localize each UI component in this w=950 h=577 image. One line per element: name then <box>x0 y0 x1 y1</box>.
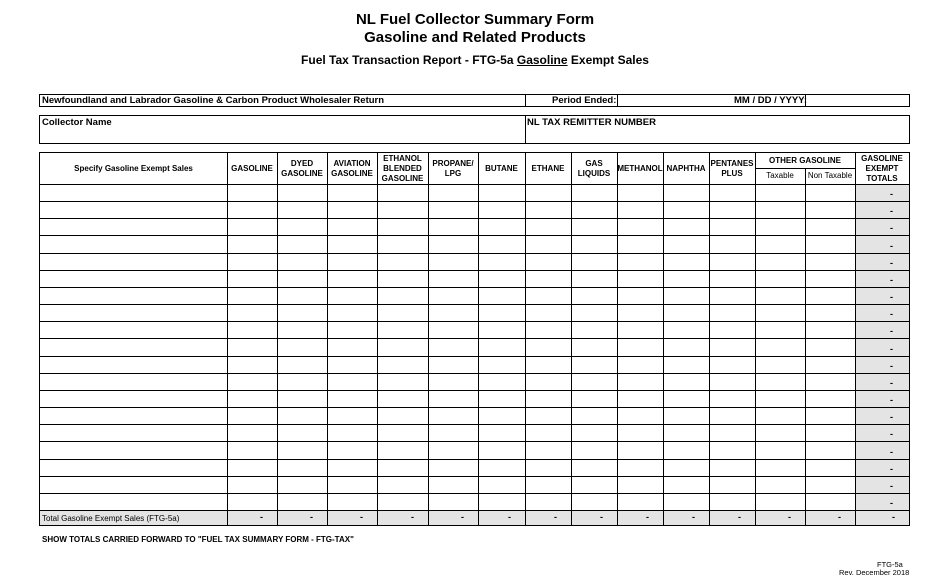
row-total-value: - <box>890 361 893 371</box>
total-value: - <box>310 512 313 522</box>
row-total-value: - <box>890 395 893 405</box>
total-value: - <box>461 512 464 522</box>
table-row[interactable] <box>40 476 855 493</box>
report-title <box>0 53 950 67</box>
table-row[interactable] <box>40 253 855 270</box>
total-value: - <box>788 512 791 522</box>
report-title-gasoline: Gasoline <box>516 53 568 67</box>
total-value: - <box>508 512 511 522</box>
total-value: - <box>838 512 841 522</box>
header-specify: Specify Gasoline Exempt Sales <box>74 163 193 173</box>
date-field[interactable] <box>806 95 909 106</box>
revision-date: Rev. December 2018 <box>839 568 910 577</box>
table-row[interactable] <box>40 201 855 218</box>
return-info-row <box>39 94 910 107</box>
table-row[interactable] <box>40 270 855 287</box>
row-total-value: - <box>890 481 893 491</box>
table-row[interactable] <box>40 184 855 201</box>
form-code: FTG-5a <box>877 560 903 569</box>
header-naphtha: NAPHTHA <box>666 163 706 173</box>
row-total-value: - <box>890 258 893 268</box>
header-gasoline: GASOLINE <box>231 163 273 173</box>
header-butane: BUTANE <box>485 163 518 173</box>
form-title: NL Fuel Collector Summary Form <box>355 11 595 28</box>
row-total-value: - <box>890 275 893 285</box>
date-format-label: MM / DD / YYYY: <box>734 95 808 106</box>
exempt-sales-table <box>39 152 910 526</box>
row-total-value: - <box>890 206 893 216</box>
report-title-suffix: Exempt Sales <box>570 53 649 67</box>
total-value: - <box>600 512 603 522</box>
return-label: Newfoundland and Labrador Gasoline & Carbon Product Wholesaler Return <box>42 95 385 106</box>
table-row[interactable] <box>40 424 855 441</box>
row-total-value: - <box>890 447 893 457</box>
header-methanol: METHANOL <box>617 163 663 173</box>
total-value: - <box>692 512 695 522</box>
table-row[interactable] <box>40 356 855 373</box>
row-total-value: - <box>890 189 893 199</box>
total-value: - <box>260 512 263 522</box>
row-total-value: - <box>890 412 893 422</box>
table-row[interactable] <box>40 441 855 458</box>
table-row[interactable] <box>40 407 855 424</box>
row-total-value: - <box>890 464 893 474</box>
total-value: - <box>360 512 363 522</box>
header-other-gasoline: OTHER GASOLINE <box>768 155 841 165</box>
header-exempt-totals: GASOLINE EXEMPT TOTALS <box>861 153 903 183</box>
collector-name-label: Collector Name <box>42 117 112 128</box>
total-value: - <box>892 512 895 522</box>
total-row-label: Total Gasoline Exempt Sales (FTG-5a) <box>42 514 180 523</box>
table-row[interactable] <box>40 218 855 235</box>
header-gas-liquids: GAS LIQUIDS <box>577 158 611 178</box>
table-row[interactable] <box>40 321 855 338</box>
table-row[interactable] <box>40 373 855 390</box>
table-row[interactable] <box>40 287 855 304</box>
header-non-taxable: Non Taxable <box>807 171 853 180</box>
row-total-value: - <box>890 241 893 251</box>
table-row[interactable] <box>40 338 855 355</box>
header-ethanol-blended: ETHANOL BLENDED GASOLINE <box>381 153 424 183</box>
header-ethane: ETHANE <box>531 163 565 173</box>
header-dyed-gasoline: DYED GASOLINE <box>281 158 323 178</box>
row-total-value: - <box>890 344 893 354</box>
table-row[interactable] <box>40 304 855 321</box>
period-ended-field[interactable] <box>618 95 716 106</box>
total-value: - <box>738 512 741 522</box>
header-pentanes-plus: PENTANES PLUS <box>710 158 754 178</box>
total-value: - <box>411 512 414 522</box>
table-row[interactable] <box>40 493 855 510</box>
total-value: - <box>554 512 557 522</box>
row-total-value: - <box>890 223 893 233</box>
report-title-prefix: Fuel Tax Transaction Report - FTG-5a <box>301 53 514 67</box>
collector-name-field[interactable] <box>42 129 522 142</box>
remitter-number-field[interactable] <box>528 129 908 142</box>
table-row[interactable] <box>40 459 855 476</box>
table-row[interactable] <box>40 235 855 252</box>
total-value: - <box>646 512 649 522</box>
collector-info-row <box>39 115 910 144</box>
header-taxable: Taxable <box>766 171 794 180</box>
header-aviation-gasoline: AVIATION GASOLINE <box>331 158 373 178</box>
period-ended-label: Period Ended: <box>552 95 617 106</box>
form-subtitle: Gasoline and Related Products <box>364 29 586 46</box>
carry-forward-note: SHOW TOTALS CARRIED FORWARD TO "FUEL TAX SUMMARY FORM - FTG-TAX" <box>42 535 354 544</box>
row-total-value: - <box>890 429 893 439</box>
row-total-value: - <box>890 326 893 336</box>
row-total-value: - <box>890 309 893 319</box>
header-propane-lpg: PROPANE/ LPG <box>432 158 474 178</box>
remitter-number-label: NL TAX REMITTER NUMBER <box>527 117 656 128</box>
table-row[interactable] <box>40 390 855 407</box>
row-total-value: - <box>890 378 893 388</box>
row-total-value: - <box>890 292 893 302</box>
row-total-value: - <box>890 498 893 508</box>
